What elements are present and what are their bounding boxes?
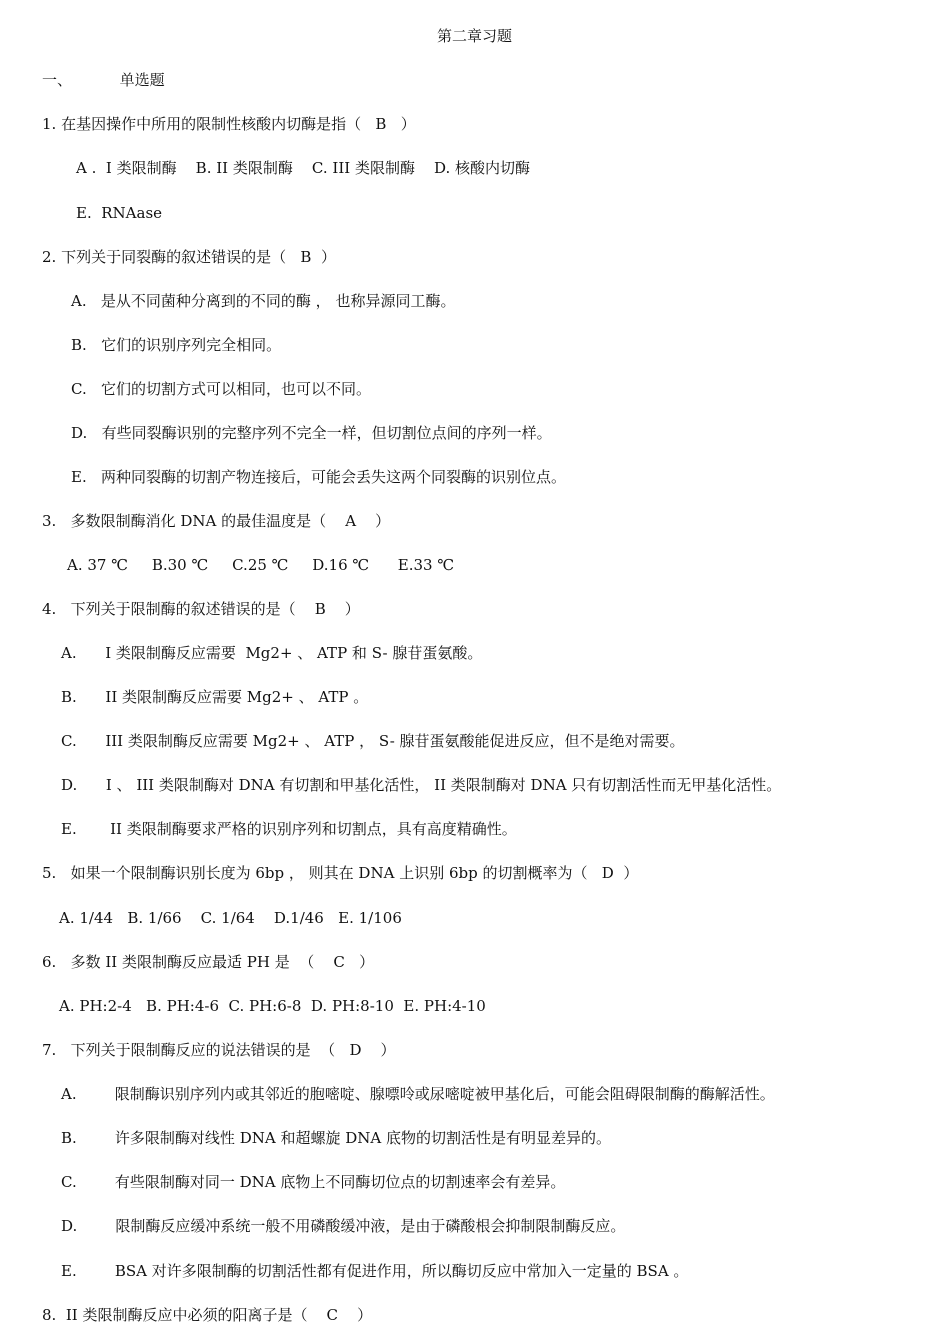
page-title: 第二章习题: [437, 27, 513, 45]
q3-options: A. 37 ℃ B.30 ℃ C.25 ℃ D.16 ℃ E.33 ℃: [67, 556, 455, 574]
q4-option-a: A. I 类限制酶反应需要 Mg2+ 、 ATP 和 S- 腺苷蛋氨酸。: [61, 644, 483, 662]
q4-option-b: B. II 类限制酶反应需要 Mg2+ 、 ATP 。: [61, 688, 369, 706]
q1-options-a-d: A . I 类限制酶 B. II 类限制酶 C. III 类限制酶 D. 核酸内切酶: [76, 159, 531, 177]
question-3: 3. 多数限制酶消化 DNA 的最佳温度是（ A ）: [42, 512, 391, 530]
q2-option-c: C. 它们的切割方式可以相同，也可以不同。: [71, 380, 372, 398]
question-5: 5. 如果一个限制酶识别长度为 6bp ， 则其在 DNA 上识别 6bp 的切割概率为（ D ）: [42, 864, 639, 882]
q5-options: A. 1/44 B. 1/66 C. 1/64 D.1/46 E. 1/106: [59, 909, 402, 927]
question-4: 4. 下列关于限制酶的叙述错误的是（ B ）: [42, 600, 360, 618]
q4-option-d: D. I 、 III 类限制酶对 DNA 有切割和甲基化活性， II 类限制酶对 DNA 只有切割活性而无甲基化活性。: [61, 776, 782, 794]
q6-options: A. PH:2-4 B. PH:4-6 C. PH:6-8 D. PH:8-10 E. PH:4-10: [59, 997, 486, 1015]
q2-option-e: E. 两种同裂酶的切割产物连接后，可能会丢失这两个同裂酶的识别位点。: [71, 468, 567, 486]
question-1: 1. 在基因操作中所用的限制性核酸内切酶是指（ B ）: [42, 115, 416, 133]
q4-option-e: E. II 类限制酶要求严格的识别序列和切割点，具有高度精确性。: [61, 820, 517, 838]
q2-option-b: B. 它们的识别序列完全相同。: [71, 336, 282, 354]
q7-option-b: B. 许多限制酶对线性 DNA 和超螺旋 DNA 底物的切割活性是有明显差异的。: [61, 1129, 611, 1147]
q2-option-a: A. 是从不同菌种分离到的不同的酶 ， 也称异源同工酶。: [71, 292, 456, 310]
q4-option-c: C. III 类限制酶反应需要 Mg2+ 、 ATP ， S- 腺苷蛋氨酸能促进反应，但不是绝对需要。: [61, 732, 685, 750]
q7-option-c: C. 有些限制酶对同一 DNA 底物上不同酶切位点的切割速率会有差异。: [61, 1173, 566, 1191]
question-7: 7. 下列关于限制酶反应的说法错误的是 （ D ）: [42, 1041, 396, 1059]
question-6: 6. 多数 II 类限制酶反应最适 PH 是 （ C ）: [42, 953, 375, 971]
q1-option-e: E. RNAase: [76, 204, 163, 222]
question-2: 2. 下列关于同裂酶的叙述错误的是（ B ）: [42, 248, 336, 266]
q7-option-e: E. BSA 对许多限制酶的切割活性都有促进作用，所以酶切反应中常加入一定量的 BSA 。: [61, 1262, 689, 1280]
q7-option-a: A. 限制酶识别序列内或其邻近的胞嘧啶、腺嘌呤或尿嘧啶被甲基化后，可能会阻碍限制酶的酶解活性。: [61, 1085, 775, 1103]
question-8: 8. II 类限制酶反应中必须的阳离子是（ C ）: [42, 1306, 373, 1324]
section-heading: 一、 单选题: [42, 71, 165, 89]
q2-option-d: D. 有些同裂酶识别的完整序列不完全一样，但切割位点间的序列一样。: [71, 424, 552, 442]
q7-option-d: D. 限制酶反应缓冲系统一般不用磷酸缓冲液，是由于磷酸根会抑制限制酶反应。: [61, 1217, 626, 1235]
